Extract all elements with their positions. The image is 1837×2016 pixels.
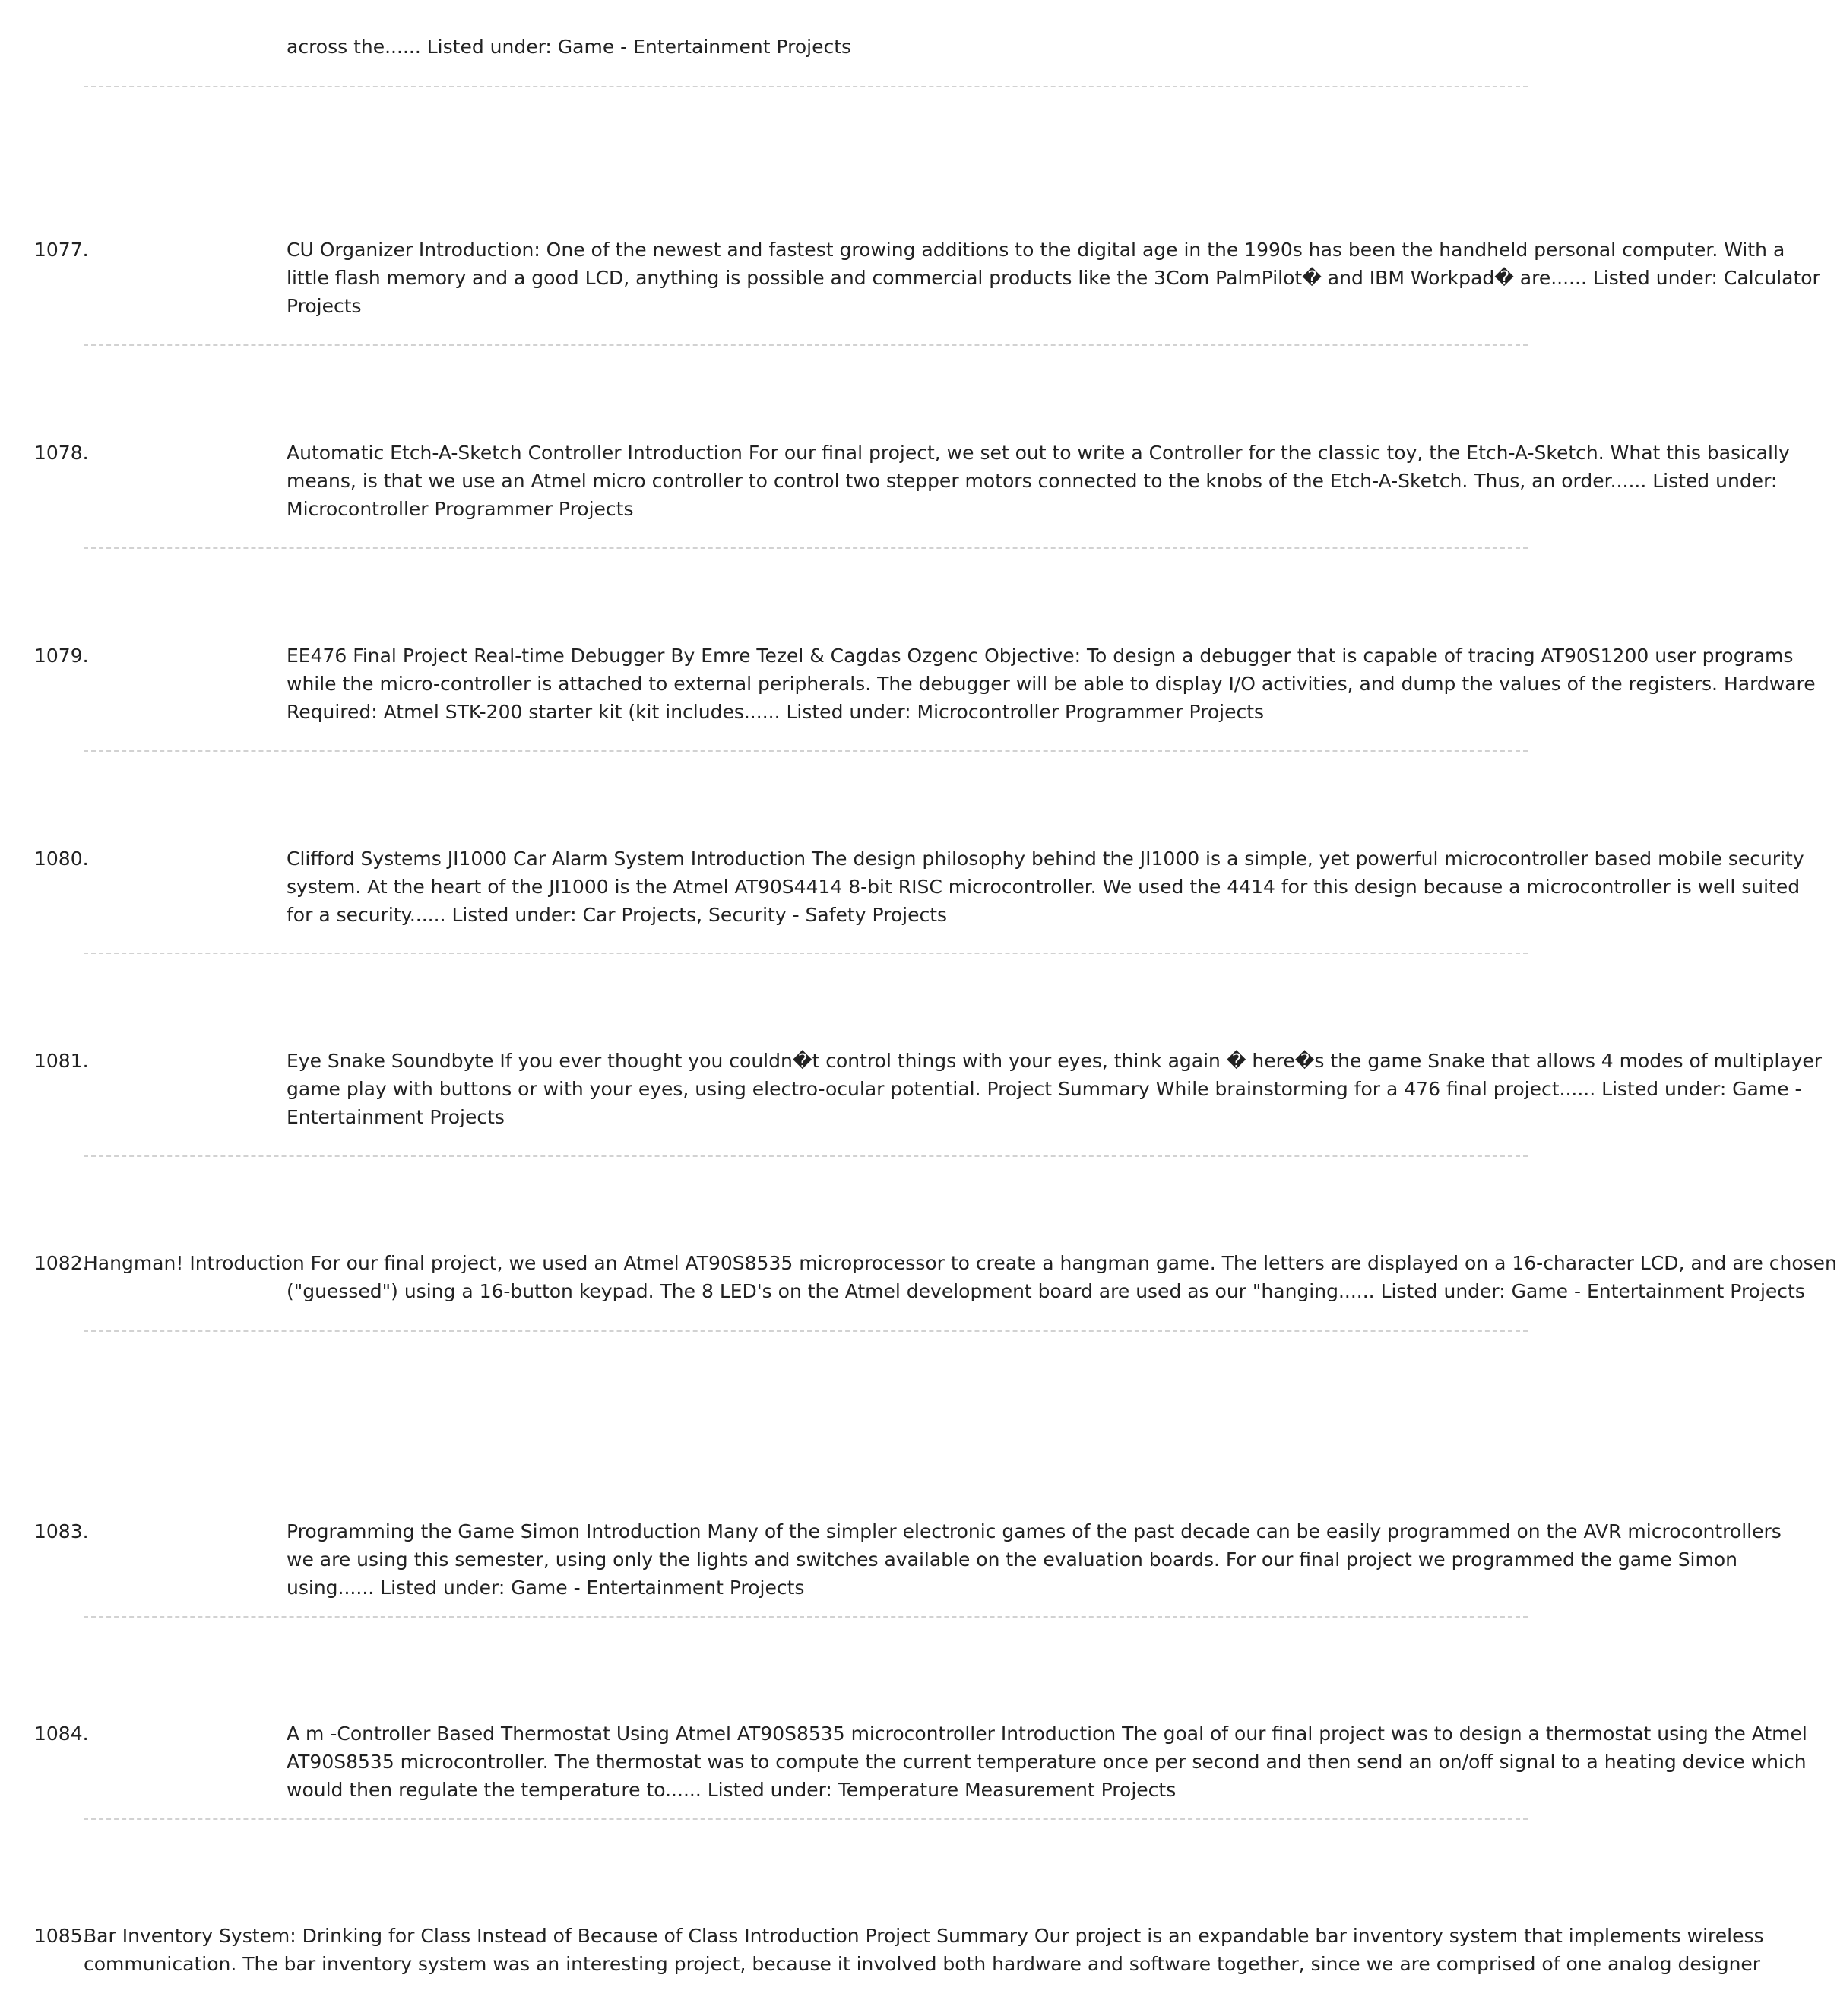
entry-number: 1085. bbox=[34, 1925, 89, 1947]
entry-text-line: Required: Atmel STK-200 starter kit (kit includes...... Listed under: Microcontroller Programmer Projects bbox=[287, 701, 1265, 723]
entry-text-line: Bar Inventory System: Drinking for Class Instead of Because of Class Introduction Project Summary Our project is an expandable bar inventory system that implements wireless bbox=[84, 1925, 1764, 1947]
entry-number: 1078. bbox=[34, 442, 89, 464]
entry-divider bbox=[84, 547, 1528, 549]
entry-text-line: CU Organizer Introduction: One of the newest and fastest growing additions to the digital age in the 1990s has been the handheld personal computer. With a bbox=[287, 239, 1785, 261]
entry-text-line: across the...... Listed under: Game - Entertainment Projects bbox=[287, 36, 852, 58]
entry-text-line: Projects bbox=[287, 295, 362, 317]
entry-divider bbox=[84, 1155, 1528, 1157]
entry-text-line: while the micro-controller is attached to external peripherals. The debugger will be able to display I/O activities, and dump the values of the registers. Hardware bbox=[287, 673, 1816, 695]
entry-number: 1080. bbox=[34, 848, 89, 870]
entry-text-line: for a security...... Listed under: Car Projects, Security - Safety Projects bbox=[287, 904, 948, 926]
entry-text-line: AT90S8535 microcontroller. The thermostat was to compute the current temperature once per second and then send an on/off signal to a heating device which bbox=[287, 1751, 1807, 1773]
entry-divider bbox=[84, 750, 1528, 752]
entry-number: 1079. bbox=[34, 645, 89, 667]
entry-text-line: using...... Listed under: Game - Entertainment Projects bbox=[287, 1577, 805, 1599]
entry-divider bbox=[84, 1616, 1528, 1618]
entry-number: 1077. bbox=[34, 239, 89, 261]
entry-text-line: EE476 Final Project Real-time Debugger By Emre Tezel & Cagdas Ozgenc Objective: To design a debugger that is capable of tracing AT90S1200 user programs bbox=[287, 645, 1794, 667]
entry-text-line: Automatic Etch-A-Sketch Controller Introduction For our final project, we set out to write a Controller for the classic toy, the Etch-A-Sketch. What this basically bbox=[287, 442, 1790, 464]
entry-number: 1084. bbox=[34, 1723, 89, 1745]
entry-text-line: Microcontroller Programmer Projects bbox=[287, 498, 634, 520]
entry-text-line: ("guessed") using a 16-button keypad. The 8 LED's on the Atmel development board are used as our "hanging...... Listed under: Game - Entertainment Projects bbox=[287, 1280, 1805, 1302]
entry-divider bbox=[84, 1330, 1528, 1332]
entry-divider bbox=[84, 86, 1528, 87]
entry-number: 1083. bbox=[34, 1520, 89, 1542]
entry-text-line: would then regulate the temperature to...... Listed under: Temperature Measurement Projects bbox=[287, 1779, 1177, 1801]
entry-text-line: game play with buttons or with your eyes, using electro-ocular potential. Project Summary While brainstorming for a 476 final project...... Listed under: Game - bbox=[287, 1078, 1802, 1100]
entry-text-line: Clifford Systems JI1000 Car Alarm System Introduction The design philosophy behind the JI1000 is a simple, yet powerful microcontroller based mobile security bbox=[287, 848, 1804, 870]
entry-text-line: Entertainment Projects bbox=[287, 1106, 505, 1128]
entry-text-line: Eye Snake Soundbyte If you ever thought you couldn�t control things with your eyes, think again � here�s the game Snake that allows 4 modes of multiplayer bbox=[287, 1050, 1823, 1072]
entry-text-line: communication. The bar inventory system was an interesting project, because it involved both hardware and software together, since we are comprised of one analog designer bbox=[84, 1953, 1761, 1975]
entry-text-line: means, is that we use an Atmel micro controller to control two stepper motors connected to the knobs of the Etch-A-Sketch. Thus, an order...... Listed under: bbox=[287, 470, 1778, 492]
entry-text-line: Programming the Game Simon Introduction Many of the simpler electronic games of the past decade can be easily programmed on the AVR microcontrollers bbox=[287, 1520, 1782, 1542]
entry-divider bbox=[84, 344, 1528, 346]
entry-text-line: A m -Controller Based Thermostat Using Atmel AT90S8535 microcontroller Introduction The goal of our final project was to design a thermostat using the Atmel bbox=[287, 1723, 1807, 1745]
entry-number: 1081. bbox=[34, 1050, 89, 1072]
entry-text-line: little flash memory and a good LCD, anything is possible and commercial products like the 3Com PalmPilot� and IBM Workpad� are...... Listed under: Calculator bbox=[287, 267, 1820, 289]
entry-text-line: system. At the heart of the JI1000 is the Atmel AT90S4414 8-bit RISC microcontroller. We used the 4414 for this design because a microcontroller is well suited bbox=[287, 876, 1801, 898]
entry-text-line: we are using this semester, using only the lights and switches available on the evaluation boards. For our final project we programmed the game Simon bbox=[287, 1548, 1737, 1571]
entry-divider bbox=[84, 1818, 1528, 1820]
entry-number: 1082. bbox=[34, 1252, 89, 1274]
entry-divider bbox=[84, 953, 1528, 954]
entry-text-line: Hangman! Introduction For our final project, we used an Atmel AT90S8535 microprocessor to create a hangman game. The letters are displayed on a 16-character LCD, and are chosen bbox=[84, 1252, 1837, 1274]
